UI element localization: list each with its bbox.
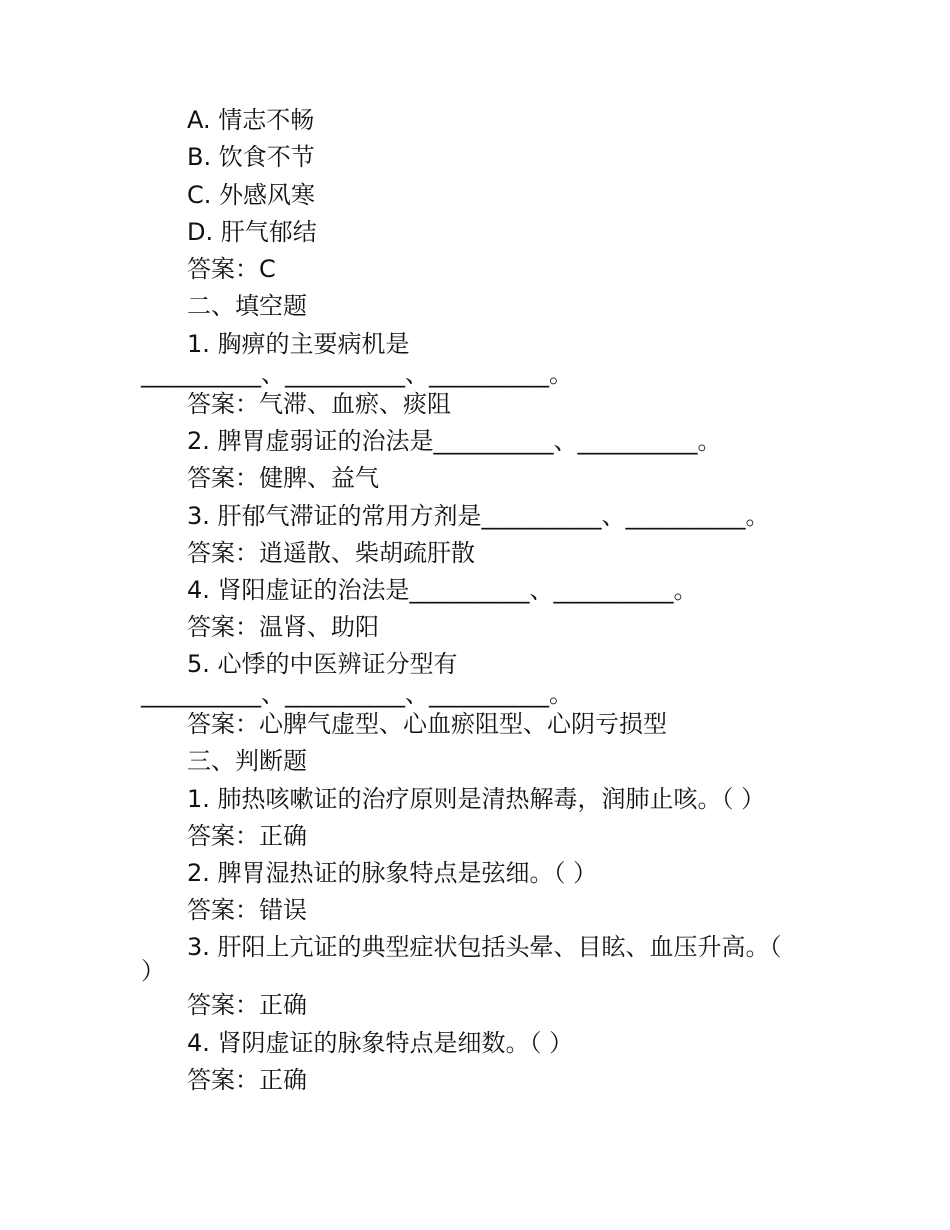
question-line: 4. 肾阴虚证的脉象特点是细数。（ ） xyxy=(187,1029,574,1057)
question-line: 2. 脾胃虚弱证的治法是__________、__________。 xyxy=(187,427,722,455)
answer-line: 答案：C xyxy=(187,255,276,283)
question-continuation: __________、__________、__________。 xyxy=(141,680,573,708)
question-line: 4. 肾阳虚证的治法是__________、__________。 xyxy=(187,576,698,604)
question-line: 5. 心悸的中医辨证分型有 xyxy=(187,650,458,678)
question-line: 1. 胸痹的主要病机是 xyxy=(187,330,410,358)
question-line: 2. 脾胃湿热证的脉象特点是弦细。（ ） xyxy=(187,859,598,887)
answer-line: 答案：错误 xyxy=(187,896,307,924)
question-line: 1. 肺热咳嗽证的治疗原则是清热解毒，润肺止咳。（ ） xyxy=(187,785,766,813)
option-a: A. 情志不畅 xyxy=(187,106,315,134)
answer-line: 答案：气滞、血瘀、痰阻 xyxy=(187,390,451,418)
answer-line: 答案：逍遥散、柴胡疏肝散 xyxy=(187,539,475,567)
section-heading-fill-in: 二、填空题 xyxy=(187,292,307,320)
question-continuation: ） xyxy=(141,957,165,985)
question-line: 3. 肝郁气滞证的常用方剂是__________、__________。 xyxy=(187,502,770,530)
option-b: B. 饮食不节 xyxy=(187,143,315,171)
answer-line: 答案：正确 xyxy=(187,991,307,1019)
section-heading-true-false: 三、判断题 xyxy=(187,747,307,775)
answer-line: 答案：正确 xyxy=(187,822,307,850)
option-c: C. 外感风寒 xyxy=(187,181,316,209)
answer-line: 答案：健脾、益气 xyxy=(187,464,379,492)
option-d: D. 肝气郁结 xyxy=(187,218,317,246)
answer-line: 答案：心脾气虚型、心血瘀阻型、心阴亏损型 xyxy=(187,710,667,738)
answer-line: 答案：温肾、助阳 xyxy=(187,613,379,641)
question-continuation: __________、__________、__________。 xyxy=(141,360,573,388)
question-line: 3. 肝阳上亢证的典型症状包括头晕、目眩、血压升高。（ xyxy=(187,933,782,961)
answer-line: 答案：正确 xyxy=(187,1066,307,1094)
